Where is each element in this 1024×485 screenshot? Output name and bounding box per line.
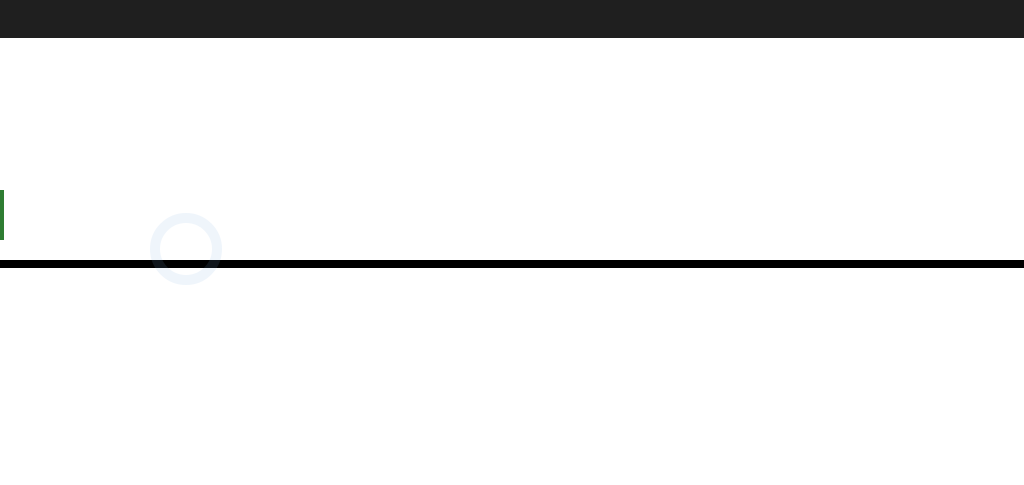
sheet-scroll-area bbox=[0, 268, 1024, 485]
freeze-pane-divider[interactable] bbox=[0, 260, 1024, 268]
sheet-frozen-area bbox=[0, 38, 1024, 260]
column-header-bar bbox=[0, 0, 1024, 38]
row-selection-marker bbox=[0, 190, 4, 240]
